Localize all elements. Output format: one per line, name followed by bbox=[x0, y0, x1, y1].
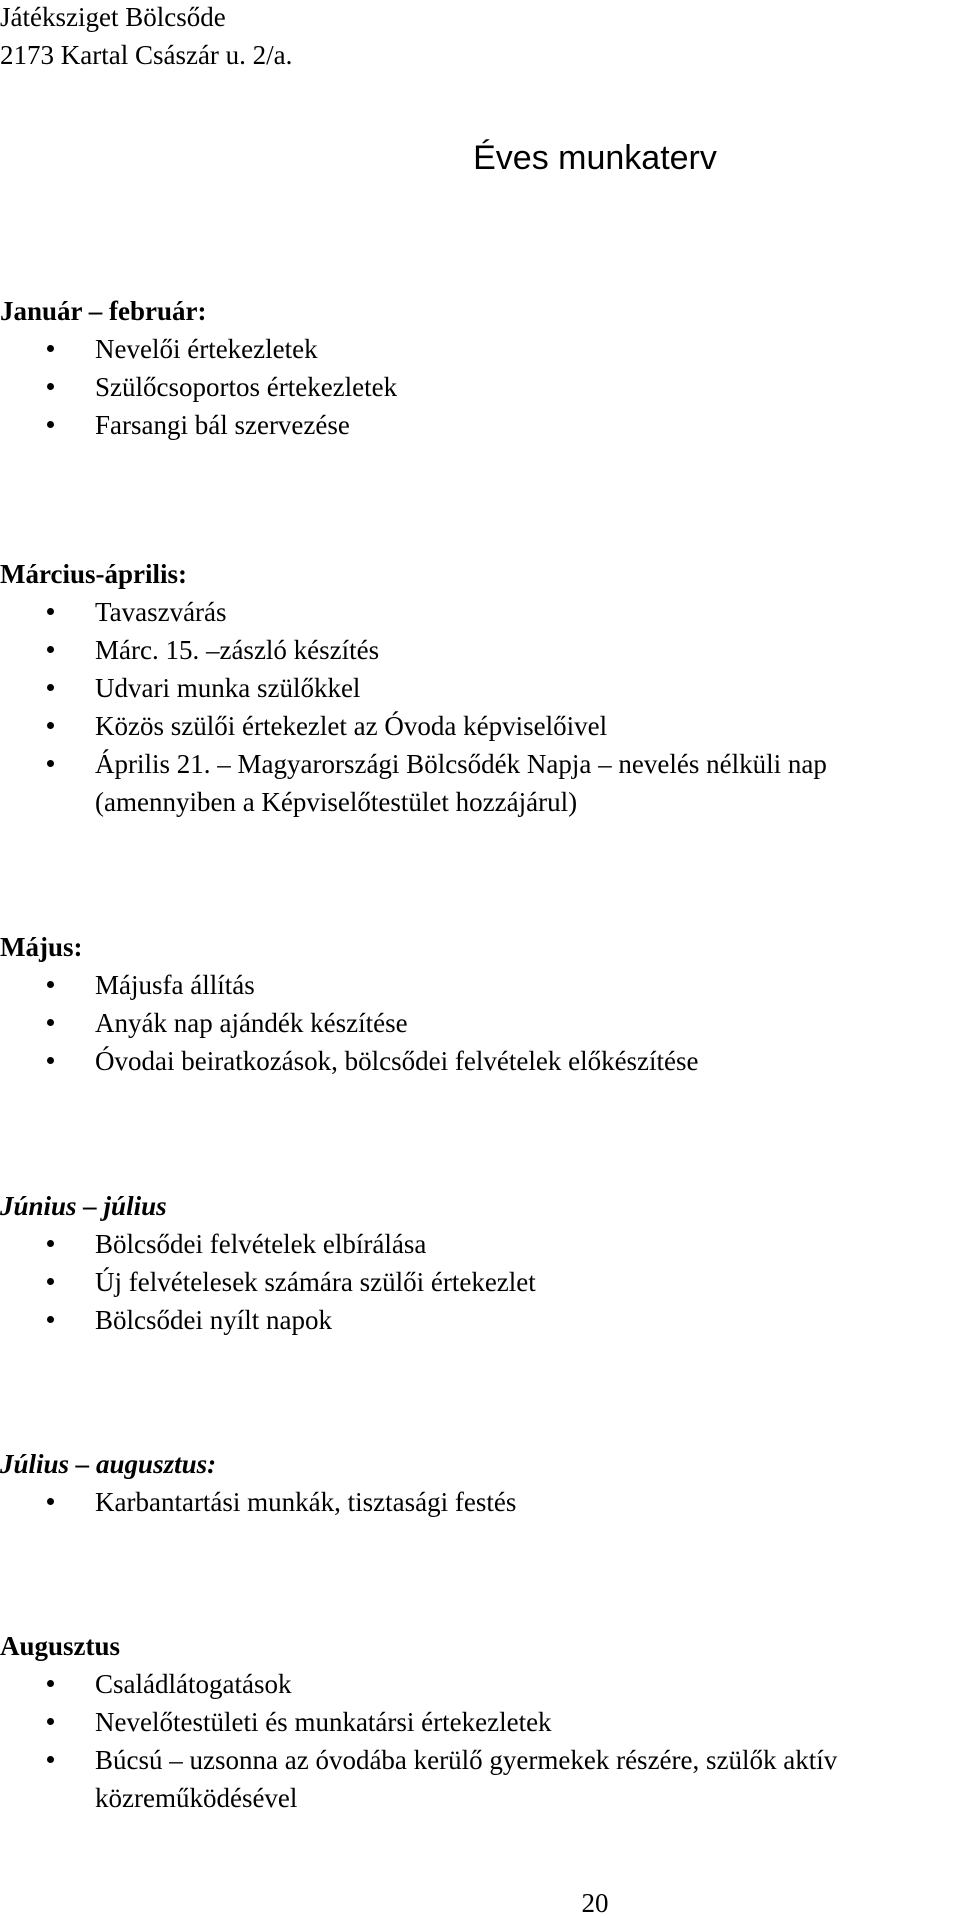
section-heading: Augusztus bbox=[0, 1631, 121, 1661]
list-item: Bölcsődei nyílt napok bbox=[0, 1301, 960, 1339]
list-item: Szülőcsoportos értekezletek bbox=[0, 368, 960, 406]
bullet-icon bbox=[47, 1316, 54, 1323]
bullet-icon bbox=[47, 1680, 54, 1687]
list-item: Búcsú – uzsonna az óvodába kerülő gyermekek részére, szülők aktív közreműködésével bbox=[0, 1741, 960, 1817]
bullet-icon bbox=[47, 981, 54, 988]
bullet-icon bbox=[47, 345, 54, 352]
list-item: Anyák nap ajándék készítése bbox=[0, 1004, 960, 1042]
page-number: 20 bbox=[581, 1888, 609, 1918]
section-list bbox=[0, 1483, 960, 1521]
bullet-icon bbox=[47, 1718, 54, 1725]
section-list bbox=[0, 1225, 960, 1339]
bullet-icon bbox=[47, 383, 54, 390]
list-item: Udvari munka szülőkkel bbox=[0, 669, 960, 707]
bullet-icon bbox=[47, 722, 54, 729]
section-list bbox=[0, 330, 960, 444]
document-header bbox=[0, 0, 292, 74]
list-item: Karbantartási munkák, tisztasági festés bbox=[0, 1483, 960, 1521]
list-item: Tavaszvárás bbox=[0, 593, 960, 631]
bullet-icon bbox=[47, 684, 54, 691]
section-heading: Július – augusztus: bbox=[0, 1449, 217, 1479]
org-name: Játéksziget Bölcsőde bbox=[0, 2, 226, 32]
bullet-icon bbox=[47, 1240, 54, 1247]
section-march-april bbox=[0, 555, 960, 821]
section-july-august bbox=[0, 1445, 960, 1521]
bullet-icon bbox=[47, 760, 54, 767]
list-item: Családlátogatások bbox=[0, 1665, 960, 1703]
list-item: Farsangi bál szervezése bbox=[0, 406, 960, 444]
bullet-icon bbox=[47, 421, 54, 428]
list-item: Májusfa állítás bbox=[0, 966, 960, 1004]
section-heading: Január – február: bbox=[0, 296, 207, 326]
section-list bbox=[0, 966, 960, 1080]
section-heading: Május: bbox=[0, 932, 83, 962]
section-list bbox=[0, 1665, 960, 1817]
list-item: Új felvételesek számára szülői értekezlet bbox=[0, 1263, 960, 1301]
bullet-icon bbox=[47, 646, 54, 653]
section-june-july bbox=[0, 1187, 960, 1339]
list-item: Nevelői értekezletek bbox=[0, 330, 960, 368]
section-may bbox=[0, 928, 960, 1080]
section-heading: Március-április: bbox=[0, 559, 187, 589]
list-item: Óvodai beiratkozások, bölcsődei felvételek előkészítése bbox=[0, 1042, 960, 1080]
bullet-icon bbox=[47, 1019, 54, 1026]
bullet-icon bbox=[47, 608, 54, 615]
section-august bbox=[0, 1627, 960, 1817]
list-item: Közös szülői értekezlet az Óvoda képviselőivel bbox=[0, 707, 960, 745]
section-list bbox=[0, 593, 960, 821]
bullet-icon bbox=[47, 1498, 54, 1505]
list-item: Április 21. – Magyarországi Bölcsődék Napja – nevelés nélküli nap (amennyiben a Képviselőtestület hozzájárul) bbox=[0, 745, 960, 821]
list-item: Nevelőtestületi és munkatársi értekezletek bbox=[0, 1703, 960, 1741]
list-item: Márc. 15. –zászló készítés bbox=[0, 631, 960, 669]
org-address: 2173 Kartal Császár u. 2/a. bbox=[0, 40, 293, 70]
list-item: Bölcsődei felvételek elbírálása bbox=[0, 1225, 960, 1263]
page-title: Éves munkaterv bbox=[473, 139, 717, 177]
section-january-february bbox=[0, 292, 960, 444]
section-heading: Június – július bbox=[0, 1191, 167, 1221]
bullet-icon bbox=[47, 1756, 54, 1763]
bullet-icon bbox=[47, 1057, 54, 1064]
bullet-icon bbox=[47, 1278, 54, 1285]
